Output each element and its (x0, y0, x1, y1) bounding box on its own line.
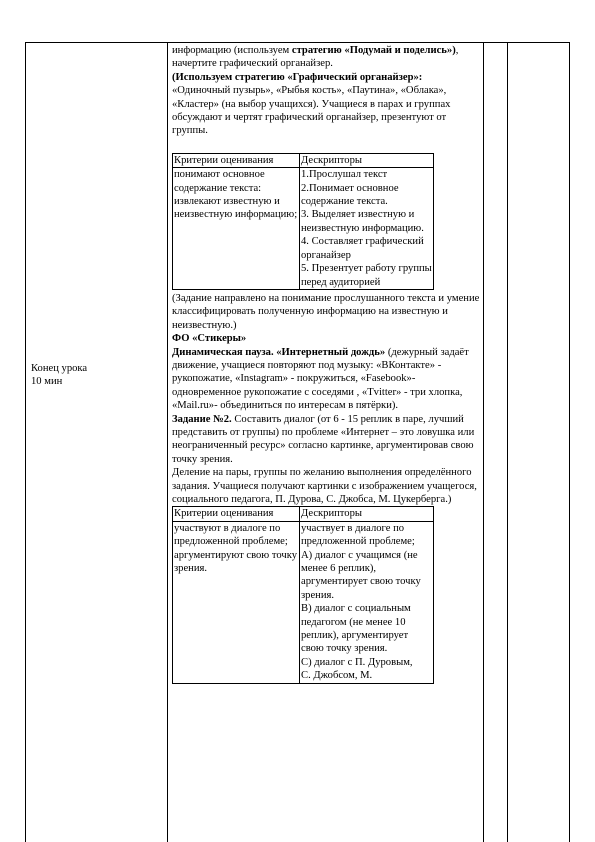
organizer-strategy: (Используем стратегию «Графический органайзер»: (172, 71, 423, 83)
task-note: (Задание направлено на понимание прослушанного текста и умение классифицировать полученную информацию на известную и неизвестную.) (172, 292, 480, 331)
descriptor-item: 4. Составляет графический органайзер (301, 236, 424, 261)
descriptor-item: С) диалог с П. Дуровым, (301, 656, 413, 668)
criteria-cell: участвуют в диалоге по предложенной проблеме; аргументируют свою точку зрения. (173, 521, 300, 683)
task-2-description: Составить диалог (от 6 - 15 реплик в паре, лучший представить от группы) по проблеме «Интернет – это ловушка или неограниченный ресурс» согласно картинке, аргументировав свою точку зрения. (172, 413, 475, 465)
pause-description: (дежурный задаёт движение, учащиеся повторяют под музыку: «ВКонтакте» - рукопожатие, «Instagram» - покружиться, «Fasebook»- одновременное рукопожатие с соседями , «Tvitter» - три хлопка, «Mail.ru»- объединиться по интересам в пятёрки). (172, 346, 469, 412)
group-division: Деление на пары, группы по желанию выполнения определённого задания. Учащиеся получают картинки с изображением учащегося, социального педагога, П. Дурова, С. Джобса, М. Цукерберга.) (172, 467, 477, 505)
table-divider-1 (167, 42, 168, 842)
organizer-heading (172, 71, 482, 84)
stage-duration: 10 мин (31, 376, 63, 388)
descriptor-item: 5. Презентует работу группы перед аудиторией (301, 263, 432, 288)
descriptors-cell (300, 168, 434, 290)
descriptors-header: Дескрипторы (300, 507, 434, 521)
task-2-title: Задание №2. (172, 413, 232, 425)
criteria-header: Критерии оценивания (173, 507, 300, 521)
descriptor-item: 3. Выделяет известную и неизвестную информацию. (301, 209, 424, 234)
organizer-options: «Одиночный пузырь», «Рыбья кость», «Паутина», «Облака», «Кластер» (на выбор учащихся). Учащиеся в парах и группах обсуждают и чертят графический органайзер, презентуют от группы. (172, 85, 451, 137)
strategy-paragraph (172, 44, 482, 71)
text-fragment: информацию (используем (172, 45, 292, 56)
descriptor-item: С. Джобсом, М. (301, 670, 373, 682)
dynamic-pause (172, 346, 482, 413)
table-border-top (25, 42, 570, 43)
pause-title: Динамическая пауза. «Интернетный дождь» (172, 346, 386, 358)
stage-cell (31, 362, 161, 389)
table-border-right (569, 42, 570, 842)
table-divider-3 (507, 42, 508, 842)
stage-name: Конец урока (31, 363, 88, 374)
assessment-heading (172, 332, 482, 345)
descriptor-item: участвует в диалоге по предложенной проблеме; (301, 522, 415, 548)
table-border-left (25, 42, 26, 842)
text-fragment: , начертите графический органайзер. (172, 45, 459, 70)
table-divider-2 (483, 42, 484, 842)
descriptor-item: 1.Прослушал текст (301, 169, 388, 181)
descriptor-item: В) диалог с социальным педагогом (не менее 10 реплик), аргументирует свою точку зрения. (301, 603, 411, 655)
criteria-cell: понимают основное содержание текста: извлекают известную и неизвестную информацию; (173, 168, 300, 290)
activity-cell (172, 44, 482, 686)
lesson-plan-table (25, 42, 570, 842)
criteria-header: Критерии оценивания (173, 153, 300, 167)
strategy-name: стратегию «Подумай и поделись») (291, 45, 456, 56)
criteria-table-2 (172, 506, 434, 683)
descriptor-item: А) диалог с учащимся (не менее 6 реплик), аргументирует свою точку зрения. (301, 549, 421, 601)
descriptors-header: Дескрипторы (300, 153, 434, 167)
criteria-table-1 (172, 153, 434, 290)
descriptor-item: 2.Понимает основное содержание текста. (301, 182, 399, 208)
descriptors-cell (300, 521, 434, 683)
assessment-method: ФО «Стикеры» (172, 333, 247, 345)
task-2 (172, 413, 482, 467)
